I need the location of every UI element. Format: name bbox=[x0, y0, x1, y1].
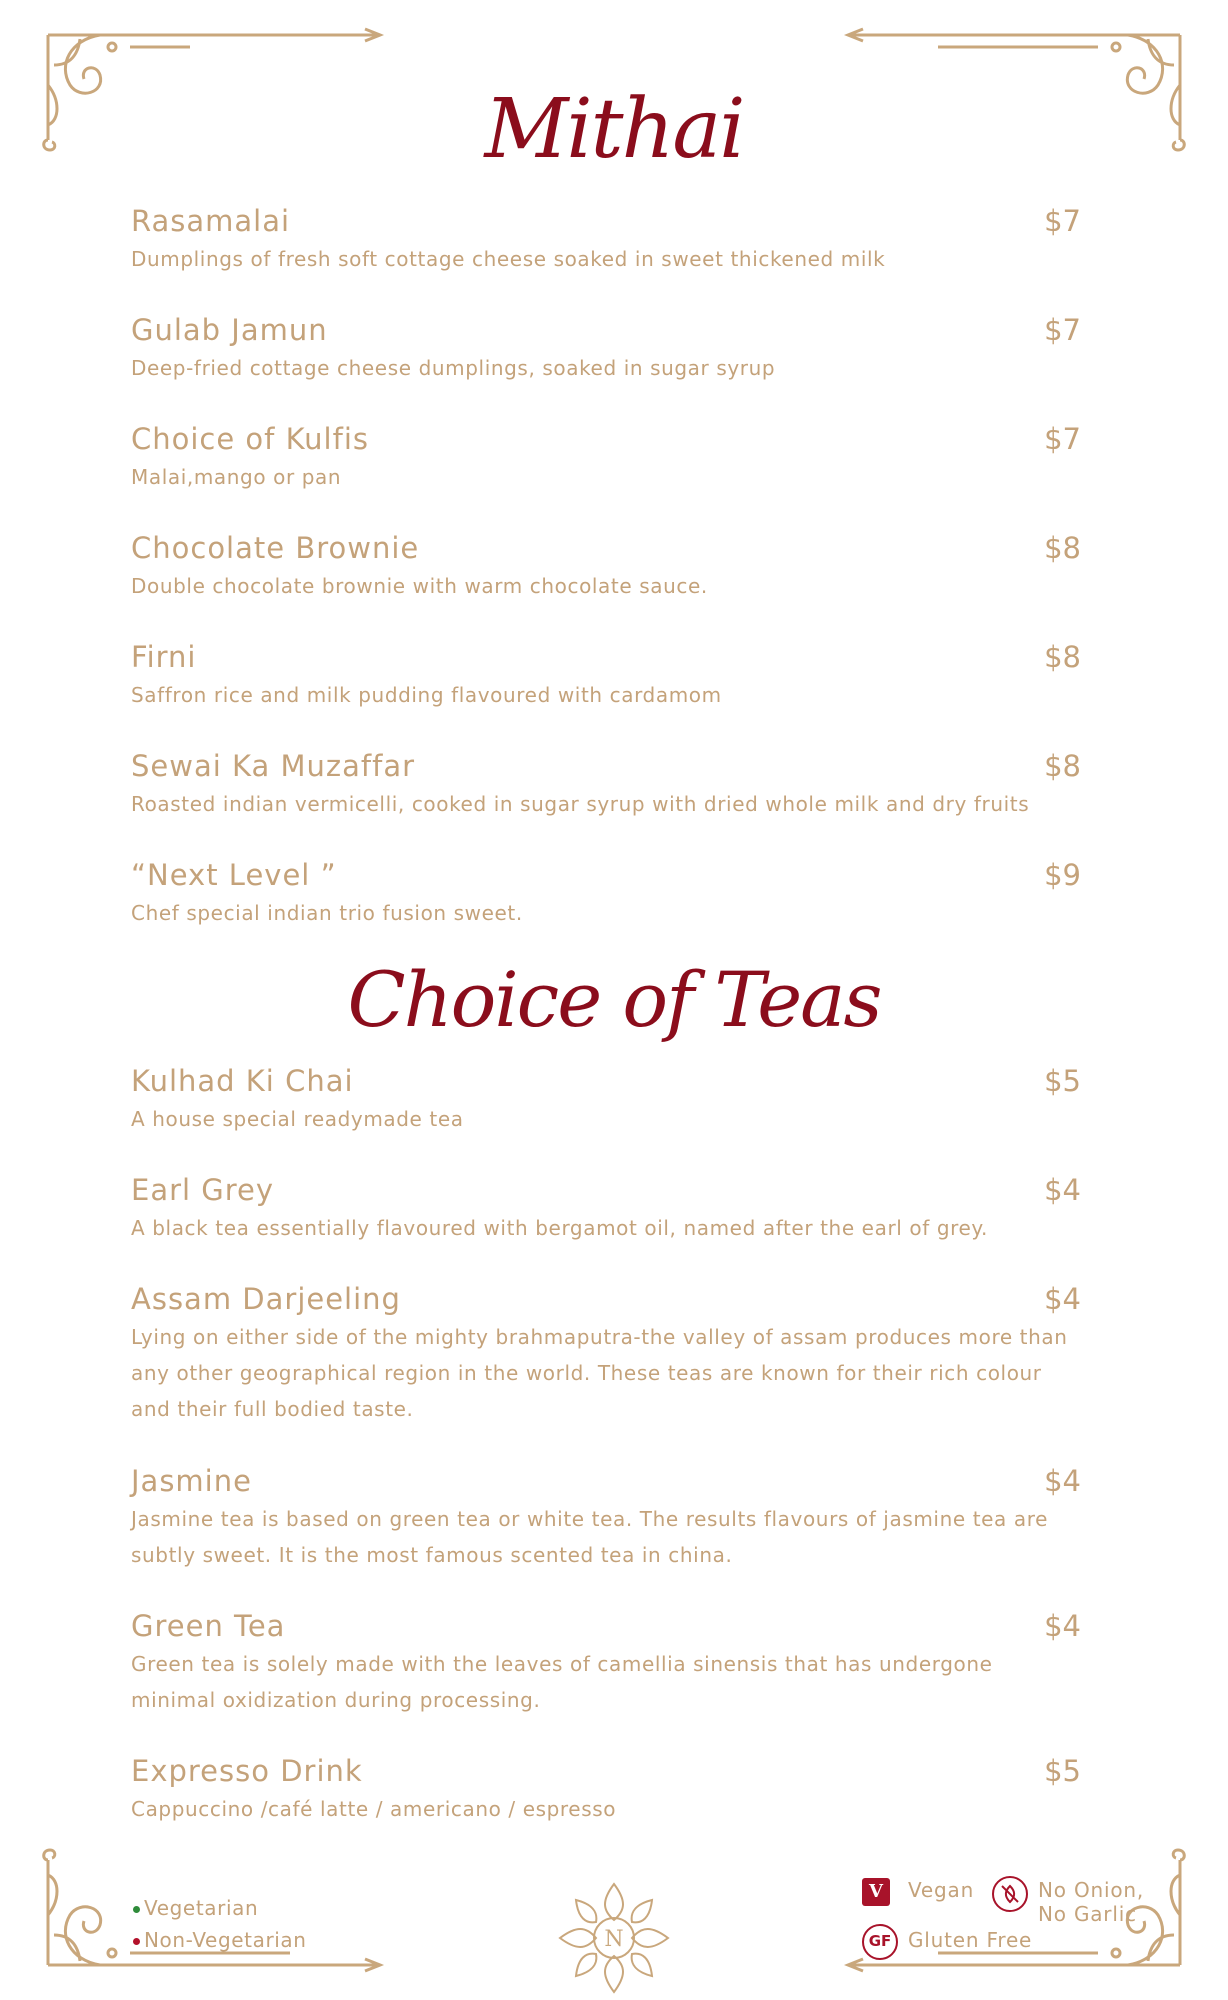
item-name: Rasamalai bbox=[131, 204, 291, 238]
item-description: Cappuccino /café latte / americano / espresso bbox=[131, 1797, 617, 1821]
green-dot-icon bbox=[133, 1906, 140, 1913]
dietary-badge-legend bbox=[862, 1872, 1162, 1972]
section-title-teas: Choice of Teas bbox=[347, 955, 881, 1044]
item-name: Kulhad Ki Chai bbox=[131, 1064, 354, 1098]
item-description: A house special readymade tea bbox=[131, 1107, 464, 1131]
menu-item bbox=[131, 1061, 1081, 1137]
legend-vegetarian bbox=[133, 1892, 307, 1924]
diet-legend bbox=[133, 1892, 307, 1956]
menu-item bbox=[131, 1170, 1081, 1246]
item-description: A black tea essentially flavoured with bergamot oil, named after the earl of grey. bbox=[131, 1216, 988, 1240]
no-onion-garlic-label bbox=[1038, 1878, 1144, 1926]
logo-letter: N bbox=[604, 1927, 624, 1952]
menu-item bbox=[131, 1606, 1081, 1718]
no-garlic-label: No Garlic bbox=[1038, 1902, 1137, 1926]
item-name: Assam Darjeeling bbox=[131, 1282, 401, 1316]
menu-item bbox=[131, 201, 1081, 277]
item-price: $4 bbox=[1044, 1464, 1081, 1498]
item-price: $7 bbox=[1044, 422, 1081, 456]
legend-non-vegetarian-label: Non-Vegetarian bbox=[144, 1928, 307, 1952]
item-description: Deep-fried cottage cheese dumplings, soaked in sugar syrup bbox=[131, 356, 776, 380]
item-name: Expresso Drink bbox=[131, 1754, 363, 1788]
item-name: Firni bbox=[131, 640, 197, 674]
item-description: Roasted indian vermicelli, cooked in sugar syrup with dried whole milk and dry fruits bbox=[131, 792, 1030, 816]
restaurant-logo bbox=[556, 1880, 672, 1996]
item-price: $5 bbox=[1044, 1064, 1081, 1098]
item-name: Green Tea bbox=[131, 1609, 286, 1643]
menu-item bbox=[131, 637, 1081, 713]
item-description: Malai,mango or pan bbox=[131, 465, 342, 489]
item-name: Chocolate Brownie bbox=[131, 531, 420, 565]
item-name: Earl Grey bbox=[131, 1173, 275, 1207]
menu-item bbox=[131, 1461, 1081, 1573]
vegan-icon: V bbox=[862, 1878, 890, 1906]
item-description: Lying on either side of the mighty brahmaputra-the valley of assam produces more than any other geographical region in the world. These teas are known for their rich colour and their full bodied taste. bbox=[131, 1325, 1068, 1421]
item-price: $4 bbox=[1044, 1282, 1081, 1316]
item-description: Chef special indian trio fusion sweet. bbox=[131, 901, 523, 925]
menu-item bbox=[131, 1751, 1081, 1827]
no-onion-label: No Onion, bbox=[1038, 1878, 1144, 1902]
gluten-free-icon: GF bbox=[862, 1924, 898, 1960]
item-description: Saffron rice and milk pudding flavoured with cardamom bbox=[131, 683, 722, 707]
item-description: Jasmine tea is based on green tea or white tea. The results flavours of jasmine tea are subtly sweet. It is the most famous scented tea in china. bbox=[131, 1507, 1049, 1567]
item-price: $4 bbox=[1044, 1609, 1081, 1643]
menu-item bbox=[131, 419, 1081, 495]
item-name: Jasmine bbox=[131, 1464, 252, 1498]
item-price: $7 bbox=[1044, 313, 1081, 347]
item-price: $8 bbox=[1044, 640, 1081, 674]
section-title-mithai: Mithai bbox=[484, 82, 744, 177]
menu-item bbox=[131, 746, 1081, 822]
gluten-free-label: Gluten Free bbox=[908, 1928, 1033, 1952]
item-description: Green tea is solely made with the leaves of camellia sinensis that has undergone minimal oxidization during processing. bbox=[131, 1652, 993, 1712]
item-price: $4 bbox=[1044, 1173, 1081, 1207]
menu-item bbox=[131, 528, 1081, 604]
item-price: $7 bbox=[1044, 204, 1081, 238]
vegan-label: Vegan bbox=[908, 1878, 975, 1902]
item-name: Sewai Ka Muzaffar bbox=[131, 749, 416, 783]
item-description: Dumplings of fresh soft cottage cheese soaked in sweet thickened milk bbox=[131, 247, 886, 271]
red-dot-icon bbox=[133, 1938, 140, 1945]
no-onion-garlic-icon bbox=[992, 1876, 1028, 1912]
item-description: Double chocolate brownie with warm chocolate sauce. bbox=[131, 574, 708, 598]
item-name: Choice of Kulfis bbox=[131, 422, 369, 456]
menu-item bbox=[131, 310, 1081, 386]
menu-item bbox=[131, 1279, 1081, 1427]
item-price: $9 bbox=[1044, 858, 1081, 892]
legend-vegetarian-label: Vegetarian bbox=[144, 1896, 259, 1920]
item-price: $5 bbox=[1044, 1754, 1081, 1788]
legend-non-vegetarian bbox=[133, 1924, 307, 1956]
item-name: Gulab Jamun bbox=[131, 313, 328, 347]
menu-item bbox=[131, 855, 1081, 931]
item-price: $8 bbox=[1044, 531, 1081, 565]
item-price: $8 bbox=[1044, 749, 1081, 783]
item-name: “Next Level ” bbox=[131, 858, 337, 892]
